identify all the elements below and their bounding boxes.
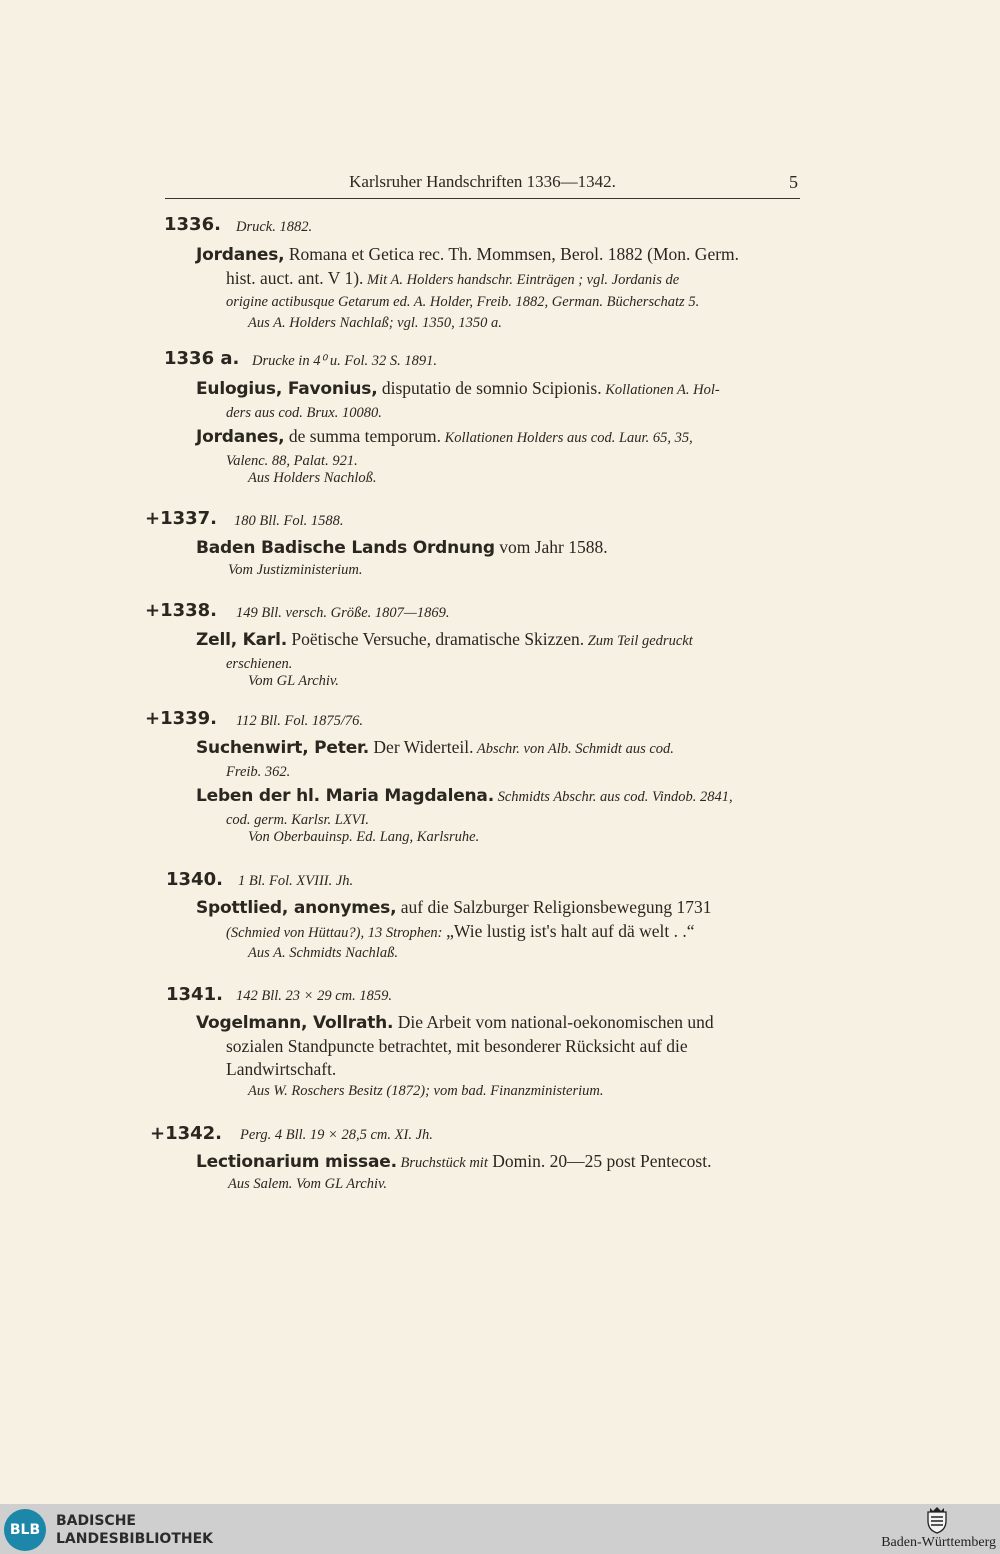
header-title: Karlsruher Handschriften 1336—1342. (349, 172, 616, 191)
entry-number: 1341. (166, 984, 223, 1005)
library-name: BADISCHE LANDESBIBLIOTHEK (56, 1513, 214, 1547)
entry-number: 1336 a. (164, 348, 240, 369)
coat-of-arms-icon (925, 1506, 949, 1534)
provenance-note: Aus W. Roschers Besitz (1872); vom bad. Finanzministerium. (248, 1083, 604, 1099)
entry-description: Druck. 1882. (236, 219, 313, 235)
item-title: Vogelmann, Vollrath. (196, 1013, 394, 1033)
entry-item: Eulogius, Favonius, disputatio de somnio Scipionis. Kollationen A. Hol- ders aus cod. Brux. 10080. (196, 378, 720, 421)
entry-description: 142 Bll. 23 × 29 cm. 1859. (236, 988, 392, 1004)
provenance-note: Aus Salem. Vom GL Archiv. (228, 1176, 387, 1192)
entry-item: Jordanes, de summa temporum. Kollationen Holders aus cod. Laur. 65, 35, Valenc. 88, Palat. 921. (196, 426, 693, 469)
entry-description: 180 Bll. Fol. 1588. (234, 513, 344, 529)
entry-item: Vogelmann, Vollrath. Die Arbeit vom national-oekonomischen und sozialen Standpuncte betrachtet, mit besonderer Rücksicht auf die Landwirtschaft. (196, 1012, 714, 1079)
entry-description: Drucke in 4⁰ u. Fol. 32 S. 1891. (252, 353, 438, 369)
entry-number: +1342. (150, 1123, 223, 1144)
provenance-note: Aus Holders Nachloß. (248, 470, 377, 486)
entry-number: 1340. (166, 869, 223, 890)
item-title: Leben der hl. Maria Magdalena. (196, 786, 494, 806)
entry-number: +1338. (145, 600, 218, 621)
item-title: Jordanes, (196, 245, 285, 265)
entry-number: 1336. (164, 214, 221, 235)
entry-item: Leben der hl. Maria Magdalena. Schmidts Abschr. aus cod. Vindob. 2841, cod. germ. Karlsr. LXVI. (196, 786, 733, 828)
provenance-note: Vom GL Archiv. (248, 673, 339, 689)
entry-item: Zell, Karl. Poëtische Versuche, dramatische Skizzen. Zum Teil gedruckt erschienen. (196, 629, 693, 672)
item-title: Suchenwirt, Peter. (196, 738, 370, 758)
state-name: Baden-Württemberg (881, 1535, 996, 1550)
item-title: Zell, Karl. (196, 630, 288, 650)
footer-bar (0, 1504, 1000, 1554)
entry-item: Suchenwirt, Peter. Der Widerteil. Abschr. von Alb. Schmidt aus cod. Freib. 362. (196, 737, 674, 780)
entry-item: Baden Badische Lands Ordnung vom Jahr 1588. (196, 537, 608, 558)
page-number: 5 (789, 172, 798, 192)
item-title: Baden Badische Lands Ordnung (196, 538, 495, 558)
provenance-note: Aus A. Holders Nachlaß; vgl. 1350, 1350 a. (248, 315, 502, 331)
item-title: Eulogius, Favonius, (196, 379, 378, 399)
entry-description: 1 Bl. Fol. XVIII. Jh. (238, 873, 354, 889)
entry-description: 112 Bll. Fol. 1875/76. (236, 713, 364, 729)
entry-item: Jordanes, Romana et Getica rec. Th. Mommsen, Berol. 1882 (Mon. Germ. hist. auct. ant. V 1). Mit A. Holders handschr. Einträgen ; vgl. Jordanis de origine actibusque Getarum ed. A. Holder, Freib. 1882, German. Bücherschatz 5. (196, 244, 740, 310)
entry-number: +1339. (145, 708, 218, 729)
running-header (165, 172, 800, 199)
entry-number: +1337. (145, 508, 218, 529)
entry-description: 149 Bll. versch. Größe. 1807—1869. (236, 605, 450, 621)
blb-logo-icon: BLB (4, 1509, 46, 1551)
item-title: Spottlied, anonymes, (196, 898, 397, 918)
entry-description: Perg. 4 Bll. 19 × 28,5 cm. XI. Jh. (240, 1127, 433, 1143)
item-title: Jordanes, (196, 427, 285, 447)
item-title: Lectionarium missae. (196, 1152, 397, 1172)
entry-item: Spottlied, anonymes, auf die Salzburger Religionsbewegung 1731 (Schmied von Hüttau?), 13 Strophen: „Wie lustig ist's halt auf dä welt . .“ (196, 897, 712, 941)
provenance-note: Vom Justizministerium. (228, 562, 363, 578)
provenance-note: Aus A. Schmidts Nachlaß. (248, 945, 398, 961)
entry-item: Lectionarium missae. Bruchstück mit Domin. 20—25 post Pentecost. (196, 1151, 712, 1172)
provenance-note: Von Oberbauinsp. Ed. Lang, Karlsruhe. (248, 829, 480, 845)
